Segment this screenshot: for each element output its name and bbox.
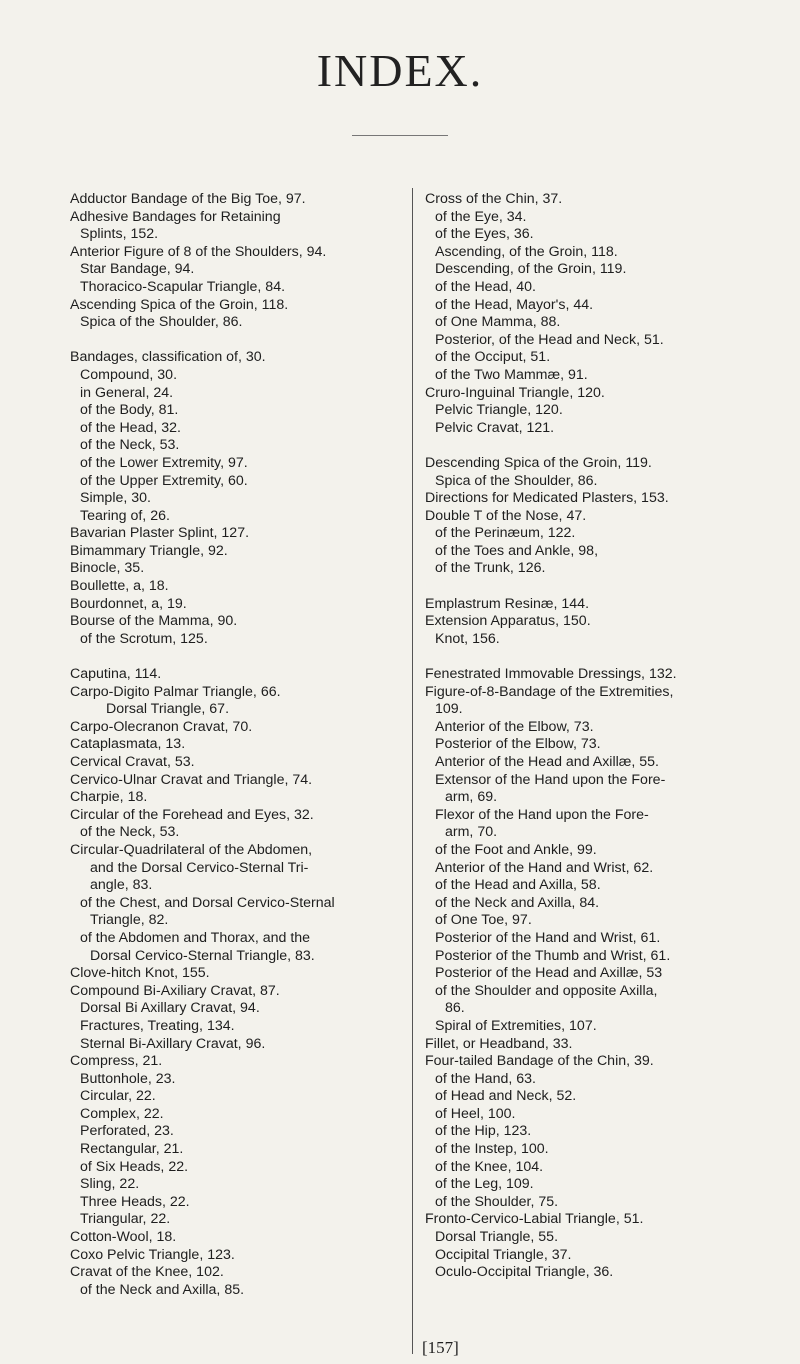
- index-entry: Adhesive Bandages for Retaining: [70, 208, 281, 225]
- title-rule: [352, 135, 448, 136]
- index-entry: 109.: [435, 701, 463, 718]
- index-entry: Fractures, Treating, 134.: [80, 1017, 235, 1034]
- index-entry: Oculo-Occipital Triangle, 36.: [435, 1264, 614, 1281]
- index-entry: 86.: [445, 1000, 465, 1017]
- index-entry: Knot, 156.: [435, 630, 500, 647]
- index-entry: Spica of the Shoulder, 86.: [80, 314, 243, 331]
- index-entry: Charpie, 18.: [70, 789, 148, 806]
- index-entry: Boullette, a, 18.: [70, 578, 169, 595]
- index-entry: Bavarian Plaster Splint, 127.: [70, 525, 250, 542]
- index-entry: Four-tailed Bandage of the Chin, 39.: [425, 1053, 654, 1070]
- index-entry: Descending, of the Groin, 119.: [435, 261, 627, 278]
- index-entry: Cataplasmata, 13.: [70, 736, 186, 753]
- index-entry: Sternal Bi-Axillary Cravat, 96.: [80, 1035, 266, 1052]
- index-entry: of the Shoulder, 75.: [435, 1193, 559, 1210]
- index-entry: Posterior of the Hand and Wrist, 61.: [435, 929, 661, 946]
- index-entry: Dorsal Bi Axillary Cravat, 94.: [80, 1000, 260, 1017]
- index-entry: Complex, 22.: [80, 1105, 164, 1122]
- index-entry: Figure-of-8-Bandage of the Extremities,: [425, 683, 674, 700]
- index-entry: Clove-hitch Knot, 155.: [70, 965, 210, 982]
- index-entry: Sling, 22.: [80, 1176, 140, 1193]
- index-entry: Compress, 21.: [70, 1053, 163, 1070]
- index-entry: Extensor of the Hand upon the Fore-: [435, 771, 666, 788]
- index-entry: Pelvic Triangle, 120.: [435, 402, 563, 419]
- index-entry: Carpo-Digito Palmar Triangle, 66.: [70, 683, 281, 700]
- index-entry: of the Foot and Ankle, 99.: [435, 841, 597, 858]
- index-entry: of Head and Neck, 52.: [435, 1088, 577, 1105]
- index-entry: Adductor Bandage of the Big Toe, 97.: [70, 191, 306, 207]
- index-entry: Ascending, of the Groin, 118.: [435, 243, 618, 260]
- index-entry: of the Hip, 123.: [435, 1123, 532, 1140]
- index-entry: Circular, 22.: [80, 1088, 156, 1105]
- index-entry: Simple, 30.: [80, 490, 151, 507]
- index-entry: of One Toe, 97.: [435, 912, 532, 929]
- index-entry: in General, 24.: [80, 384, 174, 401]
- index-entry: of the Two Mammæ, 91.: [435, 366, 588, 383]
- index-entry: Circular-Quadrilateral of the Abdomen,: [70, 841, 313, 858]
- index-entry: of the Perinæum, 122.: [435, 525, 576, 542]
- index-entry: Coxo Pelvic Triangle, 123.: [70, 1246, 235, 1263]
- index-entry: Three Heads, 22.: [80, 1193, 190, 1210]
- index-entry: Binocle, 35.: [70, 560, 145, 577]
- right-index-column: [425, 191, 770, 1282]
- index-entry: Extension Apparatus, 150.: [425, 613, 591, 630]
- index-entry: of the Occiput, 51.: [435, 349, 551, 366]
- index-entry: angle, 83.: [90, 877, 153, 894]
- index-entry: of the Head, Mayor's, 44.: [435, 296, 594, 313]
- index-entry: of Six Heads, 22.: [80, 1158, 189, 1175]
- index-entry: of the Head, 40.: [435, 278, 536, 295]
- index-entry: of the Knee, 104.: [435, 1158, 544, 1175]
- index-entry: Double T of the Nose, 47.: [425, 507, 587, 524]
- index-entry: of the Toes and Ankle, 98,: [435, 542, 599, 559]
- index-entry: Posterior of the Head and Axillæ, 53: [435, 965, 663, 982]
- index-entry: Occipital Triangle, 37.: [435, 1246, 572, 1263]
- index-entry: Compound Bi-Axiliary Cravat, 87.: [70, 982, 280, 999]
- page-title: INDEX.: [316, 45, 484, 96]
- index-entry: arm, 70.: [445, 824, 498, 841]
- index-entry: of the Trunk, 126.: [435, 560, 546, 577]
- index-entry: Fronto-Cervico-Labial Triangle, 51.: [425, 1211, 644, 1228]
- index-entry: of Heel, 100.: [435, 1105, 516, 1122]
- index-entry: Flexor of the Hand upon the Fore-: [435, 806, 649, 823]
- left-index-column: [70, 191, 400, 1299]
- index-entry: Bandages, classification of, 30.: [70, 349, 266, 366]
- index-entry: Descending Spica of the Groin, 119.: [425, 454, 652, 471]
- index-entry: Posterior of the Elbow, 73.: [435, 736, 601, 753]
- index-entry: of the Head, 32.: [80, 419, 181, 436]
- index-entry: Cervico-Ulnar Cravat and Triangle, 74.: [70, 771, 313, 788]
- index-entry: arm, 69.: [445, 789, 498, 806]
- index-entry: Triangular, 22.: [80, 1211, 171, 1228]
- column-divider: [412, 188, 413, 1354]
- index-entry: Compound, 30.: [80, 366, 178, 383]
- index-entry: Fenestrated Immovable Dressings, 132.: [425, 666, 677, 683]
- index-entry: of the Head and Axilla, 58.: [435, 877, 601, 894]
- index-entry: of the Instep, 100.: [435, 1141, 549, 1158]
- index-entry: and the Dorsal Cervico-Sternal Tri-: [90, 859, 309, 876]
- index-entry: of the Hand, 63.: [435, 1070, 536, 1087]
- index-entry: Directions for Medicated Plasters, 153.: [425, 490, 669, 507]
- index-entry: of the Shoulder and opposite Axilla,: [435, 982, 658, 999]
- index-entry: Rectangular, 21.: [80, 1141, 184, 1158]
- index-entry: of the Eye, 34.: [435, 208, 527, 225]
- index-entry: Pelvic Cravat, 121.: [435, 419, 555, 436]
- index-entry: of One Mamma, 88.: [435, 314, 561, 331]
- index-entry: of the Lower Extremity, 97.: [80, 454, 248, 471]
- index-entry: of the Abdomen and Thorax, and the: [80, 929, 311, 946]
- index-entry: Ascending Spica of the Groin, 118.: [70, 296, 289, 313]
- index-entry: of the Eyes, 36.: [435, 226, 534, 243]
- index-entry: of the Neck, 53.: [80, 824, 180, 841]
- index-entry: Caputina, 114.: [70, 666, 162, 683]
- index-entry: Bourdonnet, a, 19.: [70, 595, 187, 612]
- index-entry: of the Neck and Axilla, 85.: [80, 1281, 245, 1298]
- index-entry: Bimammary Triangle, 92.: [70, 542, 228, 559]
- index-entry: of the Upper Extremity, 60.: [80, 472, 248, 489]
- index-entry: Posterior of the Thumb and Wrist, 61.: [435, 947, 671, 964]
- index-entry: Triangle, 82.: [90, 912, 169, 929]
- index-entry: Cervical Cravat, 53.: [70, 754, 195, 770]
- index-entry: Anterior of the Hand and Wrist, 62.: [435, 859, 654, 876]
- index-entry: Anterior Figure of 8 of the Shoulders, 94.: [70, 243, 327, 260]
- page-number: [157]: [422, 1338, 459, 1357]
- index-entry: of the Neck, 53.: [80, 437, 180, 454]
- index-entry: Star Bandage, 94.: [80, 261, 195, 278]
- index-entry: Dorsal Triangle, 67.: [106, 701, 230, 718]
- index-entry: Posterior, of the Head and Neck, 51.: [435, 331, 664, 348]
- index-entry: Spica of the Shoulder, 86.: [435, 472, 598, 489]
- index-entry: Carpo-Olecranon Cravat, 70.: [70, 718, 253, 735]
- index-entry: Thoracico-Scapular Triangle, 84.: [80, 278, 286, 295]
- index-entry: Bourse of the Mamma, 90.: [70, 613, 238, 630]
- index-entry: Anterior of the Elbow, 73.: [435, 718, 594, 735]
- index-entry: Emplastrum Resinæ, 144.: [425, 595, 590, 612]
- index-entry: of the Chest, and Dorsal Cervico-Sternal: [80, 894, 335, 911]
- index-entry: of the Scrotum, 125.: [80, 630, 208, 647]
- index-entry: Circular of the Forehead and Eyes, 32.: [70, 806, 314, 823]
- index-entry: of the Neck and Axilla, 84.: [435, 894, 600, 911]
- index-entry: Buttonhole, 23.: [80, 1070, 176, 1087]
- index-entry: Cruro-Inguinal Triangle, 120.: [425, 384, 605, 401]
- index-entry: Tearing of, 26.: [80, 507, 170, 524]
- index-entry: Spiral of Extremities, 107.: [435, 1017, 597, 1034]
- index-entry: Cravat of the Knee, 102.: [70, 1264, 224, 1281]
- index-entry: Anterior of the Head and Axillæ, 55.: [435, 754, 659, 770]
- index-entry: Cross of the Chin, 37.: [425, 191, 563, 207]
- index-entry: Perforated, 23.: [80, 1123, 174, 1140]
- index-entry: Splints, 152.: [80, 226, 159, 243]
- index-entry: of the Leg, 109.: [435, 1176, 534, 1193]
- index-entry: Fillet, or Headband, 33.: [425, 1035, 573, 1052]
- index-entry: Dorsal Cervico-Sternal Triangle, 83.: [90, 947, 315, 964]
- index-entry: of the Body, 81.: [80, 402, 179, 419]
- index-entry: Cotton-Wool, 18.: [70, 1229, 177, 1246]
- index-entry: Dorsal Triangle, 55.: [435, 1229, 559, 1246]
